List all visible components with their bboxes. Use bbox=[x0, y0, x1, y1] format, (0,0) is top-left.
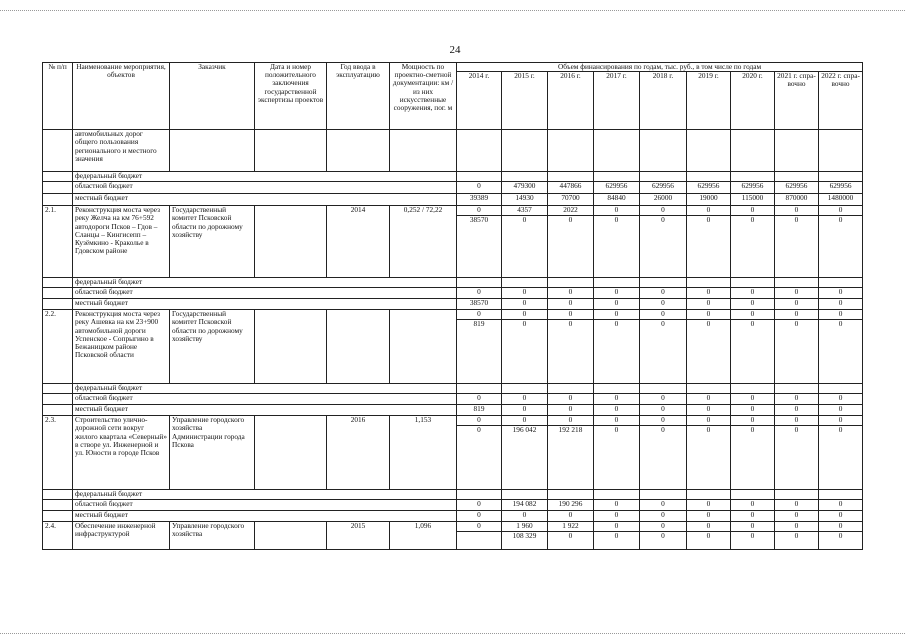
value-cell: 0 bbox=[548, 532, 594, 550]
value-cell: 629956 bbox=[731, 182, 775, 194]
value-cell bbox=[731, 278, 775, 288]
value-cell: 4357 bbox=[502, 206, 548, 216]
budget-label: федеральный бюджет bbox=[73, 172, 457, 182]
value-cell: 0 bbox=[731, 288, 775, 299]
item-customer: Государственный комитет Псковской области по дорожному хозяйству bbox=[170, 310, 255, 384]
budget-row bbox=[43, 194, 863, 206]
value-cell: 39389 bbox=[457, 194, 502, 206]
value-cell: 0 bbox=[687, 206, 731, 216]
value-cell: 0 bbox=[731, 416, 775, 426]
value-cell: 0 bbox=[819, 522, 863, 532]
value-cell: 0 bbox=[731, 500, 775, 511]
value-cell: 629956 bbox=[640, 182, 687, 194]
value-cell bbox=[731, 172, 775, 182]
empty-cell bbox=[43, 511, 73, 522]
value-cell bbox=[640, 384, 687, 394]
value-cell: 0 bbox=[548, 310, 594, 320]
value-cell: 0 bbox=[731, 405, 775, 416]
item-expertise bbox=[255, 416, 327, 490]
item-capacity: 1,153 bbox=[390, 416, 457, 490]
value-cell: 447866 bbox=[548, 182, 594, 194]
empty-cell bbox=[170, 130, 255, 172]
value-cell: 0 bbox=[502, 394, 548, 405]
value-cell: 0 bbox=[594, 394, 640, 405]
value-cell: 0 bbox=[775, 216, 819, 278]
value-cell: 629956 bbox=[819, 182, 863, 194]
value-cell bbox=[640, 278, 687, 288]
budget-row bbox=[43, 405, 863, 416]
value-cell: 0 bbox=[731, 216, 775, 278]
value-cell bbox=[775, 130, 819, 172]
value-cell bbox=[457, 384, 502, 394]
value-cell: 0 bbox=[731, 206, 775, 216]
value-cell bbox=[731, 130, 775, 172]
value-cell: 819 bbox=[457, 320, 502, 384]
value-cell: 0 bbox=[819, 511, 863, 522]
item-name: Реконструкция моста через реку Желча на км 76+592 автодороги Псков – Гдов – Сланцы – Кингисепп – Кузёмкино - Краколье в Гдовском районе bbox=[73, 206, 170, 278]
budget-row bbox=[43, 182, 863, 194]
table-row bbox=[43, 416, 863, 426]
value-cell: 0 bbox=[594, 216, 640, 278]
table-row bbox=[43, 206, 863, 216]
value-cell: 479300 bbox=[502, 182, 548, 194]
value-cell: 0 bbox=[775, 299, 819, 310]
value-cell: 0 bbox=[548, 216, 594, 278]
value-cell: 819 bbox=[457, 405, 502, 416]
value-cell: 0 bbox=[502, 299, 548, 310]
empty-cell bbox=[43, 182, 73, 194]
value-cell: 0 bbox=[687, 500, 731, 511]
item-capacity bbox=[390, 310, 457, 384]
value-cell: 0 bbox=[640, 511, 687, 522]
item-year: 2016 bbox=[327, 416, 390, 490]
value-cell: 0 bbox=[502, 405, 548, 416]
header-year: 2019 г. bbox=[687, 72, 731, 130]
value-cell: 0 bbox=[775, 310, 819, 320]
value-cell: 0 bbox=[457, 182, 502, 194]
item-customer: Государственный комитет Псковской области по дорожному хозяйству bbox=[170, 206, 255, 278]
value-cell bbox=[502, 384, 548, 394]
value-cell: 0 bbox=[731, 532, 775, 550]
value-cell: 0 bbox=[594, 288, 640, 299]
value-cell: 0 bbox=[819, 299, 863, 310]
header-year: 2021 г. спра-вочно bbox=[775, 72, 819, 130]
value-cell: 190 296 bbox=[548, 500, 594, 511]
value-cell: 0 bbox=[731, 310, 775, 320]
value-cell bbox=[819, 172, 863, 182]
item-year bbox=[327, 310, 390, 384]
value-cell: 0 bbox=[819, 405, 863, 416]
value-cell bbox=[548, 278, 594, 288]
table-row bbox=[43, 522, 863, 532]
value-cell: 0 bbox=[819, 532, 863, 550]
item-expertise bbox=[255, 206, 327, 278]
value-cell bbox=[594, 384, 640, 394]
item-number: 2.1. bbox=[43, 206, 73, 278]
value-cell bbox=[819, 130, 863, 172]
value-cell bbox=[687, 130, 731, 172]
value-cell bbox=[819, 490, 863, 500]
budget-label: местный бюджет bbox=[73, 405, 457, 416]
value-cell: 0 bbox=[594, 522, 640, 532]
value-cell: 0 bbox=[502, 216, 548, 278]
table-row bbox=[43, 130, 863, 172]
value-cell: 0 bbox=[640, 500, 687, 511]
value-cell bbox=[457, 278, 502, 288]
value-cell: 0 bbox=[819, 310, 863, 320]
value-cell bbox=[687, 278, 731, 288]
empty-cell bbox=[43, 299, 73, 310]
value-cell bbox=[687, 384, 731, 394]
value-cell: 0 bbox=[687, 310, 731, 320]
value-cell: 0 bbox=[687, 532, 731, 550]
value-cell: 0 bbox=[594, 426, 640, 490]
value-cell: 0 bbox=[819, 216, 863, 278]
empty-cell bbox=[43, 278, 73, 288]
value-cell: 629956 bbox=[594, 182, 640, 194]
value-cell: 0 bbox=[687, 299, 731, 310]
value-cell: 0 bbox=[819, 288, 863, 299]
header-year-commission: Год ввода в эксплуатацию bbox=[327, 63, 390, 130]
value-cell: 0 bbox=[594, 416, 640, 426]
value-cell bbox=[687, 490, 731, 500]
financing-table bbox=[42, 62, 863, 550]
value-cell: 0 bbox=[687, 511, 731, 522]
value-cell: 0 bbox=[594, 299, 640, 310]
item-name: Обеспечение инженерной инфраструктурой bbox=[73, 522, 170, 550]
value-cell: 194 082 bbox=[502, 500, 548, 511]
value-cell bbox=[640, 130, 687, 172]
item-name: Реконструкция моста через реку Ашевка на км 23+900 автомобильной дороги Успенское - Сопрыгино в Бежаницком районе Псковской области bbox=[73, 310, 170, 384]
value-cell: 0 bbox=[687, 216, 731, 278]
value-cell bbox=[640, 172, 687, 182]
scan-edge-top bbox=[0, 10, 905, 11]
empty-cell bbox=[390, 130, 457, 172]
value-cell: 0 bbox=[640, 299, 687, 310]
value-cell: 19000 bbox=[687, 194, 731, 206]
header-year: 2016 г. bbox=[548, 72, 594, 130]
value-cell: 0 bbox=[731, 511, 775, 522]
value-cell: 0 bbox=[687, 288, 731, 299]
value-cell: 0 bbox=[594, 405, 640, 416]
budget-label: областной бюджет bbox=[73, 182, 457, 194]
value-cell bbox=[548, 490, 594, 500]
budget-label: областной бюджет bbox=[73, 394, 457, 405]
header-num: № п/п bbox=[43, 63, 73, 130]
empty-cell bbox=[43, 384, 73, 394]
value-cell: 0 bbox=[775, 522, 819, 532]
value-cell: 70700 bbox=[548, 194, 594, 206]
value-cell: 0 bbox=[775, 426, 819, 490]
value-cell: 0 bbox=[594, 320, 640, 384]
value-cell: 0 bbox=[502, 511, 548, 522]
budget-row bbox=[43, 511, 863, 522]
value-cell bbox=[594, 130, 640, 172]
item-expertise bbox=[255, 310, 327, 384]
value-cell bbox=[775, 384, 819, 394]
value-cell: 38570 bbox=[457, 299, 502, 310]
value-cell: 0 bbox=[594, 310, 640, 320]
value-cell: 0 bbox=[687, 522, 731, 532]
value-cell: 0 bbox=[687, 394, 731, 405]
value-cell bbox=[548, 130, 594, 172]
value-cell bbox=[457, 130, 502, 172]
value-cell: 0 bbox=[594, 206, 640, 216]
value-cell: 0 bbox=[775, 288, 819, 299]
value-cell: 1 922 bbox=[548, 522, 594, 532]
empty-cell bbox=[327, 130, 390, 172]
item-customer: Управление городского хозяйства Администрации города Пскова bbox=[170, 416, 255, 490]
budget-label: местный бюджет bbox=[73, 299, 457, 310]
value-cell bbox=[819, 278, 863, 288]
value-cell: 0 bbox=[457, 288, 502, 299]
item-number: 2.2. bbox=[43, 310, 73, 384]
value-cell bbox=[687, 172, 731, 182]
value-cell: 0 bbox=[640, 416, 687, 426]
value-cell: 115000 bbox=[731, 194, 775, 206]
value-cell: 0 bbox=[731, 299, 775, 310]
empty-cell bbox=[43, 405, 73, 416]
value-cell: 0 bbox=[819, 320, 863, 384]
empty-cell bbox=[43, 500, 73, 511]
value-cell: 0 bbox=[594, 511, 640, 522]
value-cell: 0 bbox=[502, 320, 548, 384]
value-cell: 0 bbox=[775, 532, 819, 550]
header-year: 2017 г. bbox=[594, 72, 640, 130]
value-cell: 0 bbox=[731, 426, 775, 490]
value-cell: 0 bbox=[819, 426, 863, 490]
header-year: 2015 г. bbox=[502, 72, 548, 130]
value-cell: 108 329 bbox=[502, 532, 548, 550]
value-cell: 1 960 bbox=[502, 522, 548, 532]
budget-label: областной бюджет bbox=[73, 288, 457, 299]
empty-cell bbox=[43, 490, 73, 500]
budget-label: федеральный бюджет bbox=[73, 278, 457, 288]
budget-label: федеральный бюджет bbox=[73, 490, 457, 500]
item-year: 2014 bbox=[327, 206, 390, 278]
value-cell bbox=[457, 172, 502, 182]
scan-edge-bottom bbox=[0, 633, 905, 634]
value-cell: 0 bbox=[775, 416, 819, 426]
value-cell: 0 bbox=[775, 511, 819, 522]
value-cell: 0 bbox=[457, 206, 502, 216]
item-expertise bbox=[255, 522, 327, 550]
header-capacity: Мощность по проектно-сметной документации: км / из них искусственные сооружения, пог. м bbox=[390, 63, 457, 130]
value-cell: 0 bbox=[775, 394, 819, 405]
value-cell: 0 bbox=[457, 511, 502, 522]
value-cell: 0 bbox=[775, 405, 819, 416]
value-cell bbox=[502, 130, 548, 172]
value-cell: 0 bbox=[457, 426, 502, 490]
budget-row bbox=[43, 288, 863, 299]
value-cell bbox=[548, 384, 594, 394]
value-cell: 0 bbox=[687, 405, 731, 416]
value-cell: 0 bbox=[640, 206, 687, 216]
value-cell: 14930 bbox=[502, 194, 548, 206]
value-cell: 0 bbox=[548, 320, 594, 384]
value-cell: 0 bbox=[640, 522, 687, 532]
budget-row bbox=[43, 500, 863, 511]
value-cell: 0 bbox=[457, 500, 502, 511]
value-cell: 38570 bbox=[457, 216, 502, 278]
item-year: 2015 bbox=[327, 522, 390, 550]
value-cell: 0 bbox=[687, 426, 731, 490]
budget-row bbox=[43, 490, 863, 500]
header-name: Наименование мероприятия, объектов bbox=[73, 63, 170, 130]
value-cell: 0 bbox=[457, 310, 502, 320]
value-cell: 0 bbox=[502, 310, 548, 320]
item-capacity: 1,096 bbox=[390, 522, 457, 550]
value-cell: 0 bbox=[731, 394, 775, 405]
item-number: 2.3. bbox=[43, 416, 73, 490]
item-number: 2.4. bbox=[43, 522, 73, 550]
value-cell bbox=[594, 490, 640, 500]
value-cell: 0 bbox=[819, 394, 863, 405]
value-cell: 0 bbox=[819, 416, 863, 426]
value-cell: 629956 bbox=[775, 182, 819, 194]
empty-cell bbox=[43, 194, 73, 206]
value-cell: 0 bbox=[502, 288, 548, 299]
value-cell: 0 bbox=[548, 288, 594, 299]
budget-row bbox=[43, 278, 863, 288]
header-customer: Заказчик bbox=[170, 63, 255, 130]
header-year: 2020 г. bbox=[731, 72, 775, 130]
value-cell: 0 bbox=[687, 416, 731, 426]
value-cell: 0 bbox=[775, 206, 819, 216]
value-cell: 192 218 bbox=[548, 426, 594, 490]
empty-cell bbox=[43, 172, 73, 182]
value-cell: 84840 bbox=[594, 194, 640, 206]
value-cell: 0 bbox=[594, 532, 640, 550]
table-row bbox=[43, 310, 863, 320]
value-cell: 0 bbox=[640, 310, 687, 320]
value-cell: 0 bbox=[640, 394, 687, 405]
value-cell: 0 bbox=[819, 500, 863, 511]
header-year: 2018 г. bbox=[640, 72, 687, 130]
value-cell bbox=[457, 532, 502, 550]
value-cell: 0 bbox=[640, 320, 687, 384]
empty-cell bbox=[43, 130, 73, 172]
value-cell: 26000 bbox=[640, 194, 687, 206]
value-cell bbox=[775, 278, 819, 288]
item-name: Строительство улично-дорожной сети вокруг жилого квартала «Северный» в створе ул. Инженерной и ул. Юности в городе Псков bbox=[73, 416, 170, 490]
budget-label: местный бюджет bbox=[73, 194, 457, 206]
value-cell: 2022 bbox=[548, 206, 594, 216]
value-cell bbox=[775, 490, 819, 500]
header-year: 2022 г. спра-вочно bbox=[819, 72, 863, 130]
budget-row bbox=[43, 172, 863, 182]
value-cell: 0 bbox=[457, 522, 502, 532]
header-expertise: Дата и номер положительного заключения государственной экспертизы проектов bbox=[255, 63, 327, 130]
value-cell: 0 bbox=[548, 511, 594, 522]
value-cell: 0 bbox=[548, 394, 594, 405]
value-cell: 0 bbox=[819, 206, 863, 216]
value-cell bbox=[731, 384, 775, 394]
value-cell: 0 bbox=[640, 532, 687, 550]
item-capacity: 0,252 / 72,22 bbox=[390, 206, 457, 278]
value-cell: 0 bbox=[640, 288, 687, 299]
value-cell bbox=[457, 490, 502, 500]
value-cell: 0 bbox=[640, 405, 687, 416]
value-cell: 0 bbox=[640, 426, 687, 490]
value-cell bbox=[775, 172, 819, 182]
value-cell bbox=[731, 490, 775, 500]
value-cell: 629956 bbox=[687, 182, 731, 194]
value-cell: 0 bbox=[731, 320, 775, 384]
value-cell: 0 bbox=[548, 299, 594, 310]
item-name: автомобильных дорог общего пользования регионального и местного значения bbox=[73, 130, 170, 172]
page-number: 24 bbox=[449, 44, 461, 56]
value-cell bbox=[502, 490, 548, 500]
value-cell bbox=[502, 172, 548, 182]
value-cell: 0 bbox=[548, 405, 594, 416]
value-cell: 0 bbox=[640, 216, 687, 278]
value-cell bbox=[640, 490, 687, 500]
value-cell: 0 bbox=[548, 416, 594, 426]
item-customer: Управление городского хозяйства bbox=[170, 522, 255, 550]
value-cell: 0 bbox=[594, 500, 640, 511]
value-cell: 0 bbox=[687, 320, 731, 384]
budget-row bbox=[43, 394, 863, 405]
value-cell: 0 bbox=[775, 320, 819, 384]
budget-label: федеральный бюджет bbox=[73, 384, 457, 394]
value-cell: 0 bbox=[731, 522, 775, 532]
value-cell bbox=[819, 384, 863, 394]
empty-cell bbox=[43, 394, 73, 405]
value-cell bbox=[594, 172, 640, 182]
value-cell: 1480000 bbox=[819, 194, 863, 206]
value-cell: 0 bbox=[457, 416, 502, 426]
value-cell: 0 bbox=[457, 394, 502, 405]
value-cell bbox=[548, 172, 594, 182]
value-cell bbox=[502, 278, 548, 288]
budget-label: местный бюджет bbox=[73, 511, 457, 522]
value-cell bbox=[594, 278, 640, 288]
budget-row bbox=[43, 299, 863, 310]
header-funding: Объем финансирования по годам, тыс. руб., в том числе по годам bbox=[457, 63, 863, 72]
header-year: 2014 г. bbox=[457, 72, 502, 130]
value-cell: 196 042 bbox=[502, 426, 548, 490]
budget-label: областной бюджет bbox=[73, 500, 457, 511]
empty-cell bbox=[255, 130, 327, 172]
empty-cell bbox=[43, 288, 73, 299]
value-cell: 0 bbox=[502, 416, 548, 426]
budget-row bbox=[43, 384, 863, 394]
value-cell: 0 bbox=[775, 500, 819, 511]
value-cell: 870000 bbox=[775, 194, 819, 206]
